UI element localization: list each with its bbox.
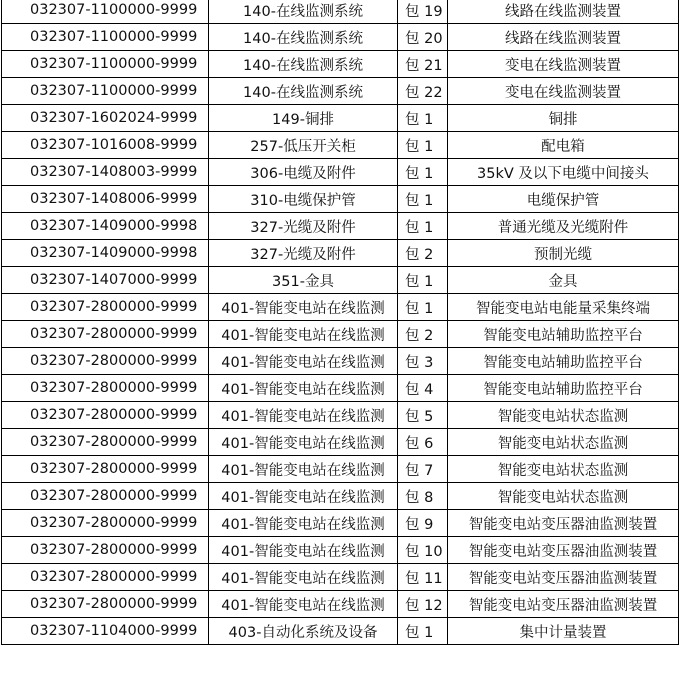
table-row [2, 591, 679, 618]
category-cell: 257-低压开关柜 [209, 132, 398, 159]
material-code-cell: 032307-1100000-9999 [2, 24, 209, 51]
package-cell: 包 1 [398, 294, 448, 321]
table-row [2, 78, 679, 105]
package-cell: 包 10 [398, 537, 448, 564]
package-cell: 包 2 [398, 240, 448, 267]
category-cell: 401-智能变电站在线监测 [209, 348, 398, 375]
procurement-table [1, 0, 679, 645]
category-cell: 140-在线监测系统 [209, 78, 398, 105]
category-cell: 310-电缆保护管 [209, 186, 398, 213]
item-name-cell: 智能变电站变压器油监测装置 [448, 564, 679, 591]
package-cell: 包 9 [398, 510, 448, 537]
table-row [2, 267, 679, 294]
material-code-cell: 032307-1016008-9999 [2, 132, 209, 159]
table-row [2, 294, 679, 321]
table-row [2, 24, 679, 51]
package-cell: 包 1 [398, 213, 448, 240]
material-code-cell: 032307-2800000-9999 [2, 483, 209, 510]
item-name-cell: 智能变电站状态监测 [448, 429, 679, 456]
item-name-cell: 预制光缆 [448, 240, 679, 267]
package-cell: 包 1 [398, 105, 448, 132]
item-name-cell: 智能变电站变压器油监测装置 [448, 591, 679, 618]
table-row [2, 240, 679, 267]
item-name-cell: 智能变电站变压器油监测装置 [448, 537, 679, 564]
material-code-cell: 032307-2800000-9999 [2, 348, 209, 375]
item-name-cell: 35kV 及以下电缆中间接头 [448, 159, 679, 186]
item-name-cell: 智能变电站电能量采集终端 [448, 294, 679, 321]
item-name-cell: 普通光缆及光缆附件 [448, 213, 679, 240]
material-code-cell: 032307-1408003-9999 [2, 159, 209, 186]
item-name-cell: 线路在线监测装置 [448, 24, 679, 51]
table-row [2, 51, 679, 78]
package-cell: 包 5 [398, 402, 448, 429]
item-name-cell: 电缆保护管 [448, 186, 679, 213]
material-code-cell: 032307-2800000-9999 [2, 456, 209, 483]
material-code-cell: 032307-1407000-9999 [2, 267, 209, 294]
category-cell: 327-光缆及附件 [209, 213, 398, 240]
material-code-cell: 032307-2800000-9999 [2, 375, 209, 402]
package-cell: 包 1 [398, 132, 448, 159]
table-row [2, 537, 679, 564]
category-cell: 401-智能变电站在线监测 [209, 591, 398, 618]
category-cell: 401-智能变电站在线监测 [209, 375, 398, 402]
category-cell: 140-在线监测系统 [209, 51, 398, 78]
table-row [2, 402, 679, 429]
category-cell: 401-智能变电站在线监测 [209, 294, 398, 321]
item-name-cell: 配电箱 [448, 132, 679, 159]
material-code-cell: 032307-2800000-9999 [2, 537, 209, 564]
item-name-cell: 变电在线监测装置 [448, 51, 679, 78]
package-cell: 包 22 [398, 78, 448, 105]
package-cell: 包 21 [398, 51, 448, 78]
item-name-cell: 智能变电站辅助监控平台 [448, 321, 679, 348]
package-cell: 包 2 [398, 321, 448, 348]
table-row [2, 105, 679, 132]
package-cell: 包 19 [398, 0, 448, 24]
table-row [2, 456, 679, 483]
package-cell: 包 8 [398, 483, 448, 510]
table-row [2, 213, 679, 240]
package-cell: 包 20 [398, 24, 448, 51]
package-cell: 包 1 [398, 159, 448, 186]
item-name-cell: 变电在线监测装置 [448, 78, 679, 105]
package-cell: 包 7 [398, 456, 448, 483]
table-body [2, 0, 679, 645]
category-cell: 401-智能变电站在线监测 [209, 483, 398, 510]
category-cell: 401-智能变电站在线监测 [209, 564, 398, 591]
table-row [2, 0, 679, 24]
category-cell: 149-铜排 [209, 105, 398, 132]
category-cell: 327-光缆及附件 [209, 240, 398, 267]
item-name-cell: 智能变电站状态监测 [448, 402, 679, 429]
material-code-cell: 032307-2800000-9999 [2, 510, 209, 537]
table-row [2, 483, 679, 510]
item-name-cell: 线路在线监测装置 [448, 0, 679, 24]
category-cell: 306-电缆及附件 [209, 159, 398, 186]
material-code-cell: 032307-2800000-9999 [2, 564, 209, 591]
item-name-cell: 金具 [448, 267, 679, 294]
item-name-cell: 智能变电站状态监测 [448, 483, 679, 510]
material-code-cell: 032307-1104000-9999 [2, 618, 209, 645]
material-code-cell: 032307-1409000-9998 [2, 240, 209, 267]
table-row [2, 348, 679, 375]
category-cell: 401-智能变电站在线监测 [209, 402, 398, 429]
package-cell: 包 1 [398, 186, 448, 213]
item-name-cell: 铜排 [448, 105, 679, 132]
material-code-cell: 032307-1602024-9999 [2, 105, 209, 132]
material-code-cell: 032307-2800000-9999 [2, 294, 209, 321]
package-cell: 包 1 [398, 618, 448, 645]
item-name-cell: 智能变电站辅助监控平台 [448, 348, 679, 375]
category-cell: 401-智能变电站在线监测 [209, 429, 398, 456]
package-cell: 包 11 [398, 564, 448, 591]
category-cell: 401-智能变电站在线监测 [209, 456, 398, 483]
material-code-cell: 032307-2800000-9999 [2, 591, 209, 618]
material-code-cell: 032307-1408006-9999 [2, 186, 209, 213]
material-code-cell: 032307-2800000-9999 [2, 429, 209, 456]
material-code-cell: 032307-1100000-9999 [2, 0, 209, 24]
table-row [2, 321, 679, 348]
item-name-cell: 集中计量装置 [448, 618, 679, 645]
category-cell: 401-智能变电站在线监测 [209, 510, 398, 537]
package-cell: 包 4 [398, 375, 448, 402]
package-cell: 包 6 [398, 429, 448, 456]
category-cell: 140-在线监测系统 [209, 24, 398, 51]
package-cell: 包 1 [398, 267, 448, 294]
table-row [2, 429, 679, 456]
material-code-cell: 032307-1409000-9998 [2, 213, 209, 240]
table-row [2, 375, 679, 402]
material-code-cell: 032307-1100000-9999 [2, 51, 209, 78]
item-name-cell: 智能变电站辅助监控平台 [448, 375, 679, 402]
material-code-cell: 032307-2800000-9999 [2, 402, 209, 429]
item-name-cell: 智能变电站变压器油监测装置 [448, 510, 679, 537]
material-code-cell: 032307-2800000-9999 [2, 321, 209, 348]
table-row [2, 132, 679, 159]
table-row [2, 564, 679, 591]
table-row [2, 510, 679, 537]
table-row [2, 186, 679, 213]
package-cell: 包 12 [398, 591, 448, 618]
material-code-cell: 032307-1100000-9999 [2, 78, 209, 105]
table-row [2, 618, 679, 645]
item-name-cell: 智能变电站状态监测 [448, 456, 679, 483]
category-cell: 140-在线监测系统 [209, 0, 398, 24]
package-cell: 包 3 [398, 348, 448, 375]
table-row [2, 159, 679, 186]
category-cell: 351-金具 [209, 267, 398, 294]
category-cell: 401-智能变电站在线监测 [209, 321, 398, 348]
category-cell: 403-自动化系统及设备 [209, 618, 398, 645]
category-cell: 401-智能变电站在线监测 [209, 537, 398, 564]
